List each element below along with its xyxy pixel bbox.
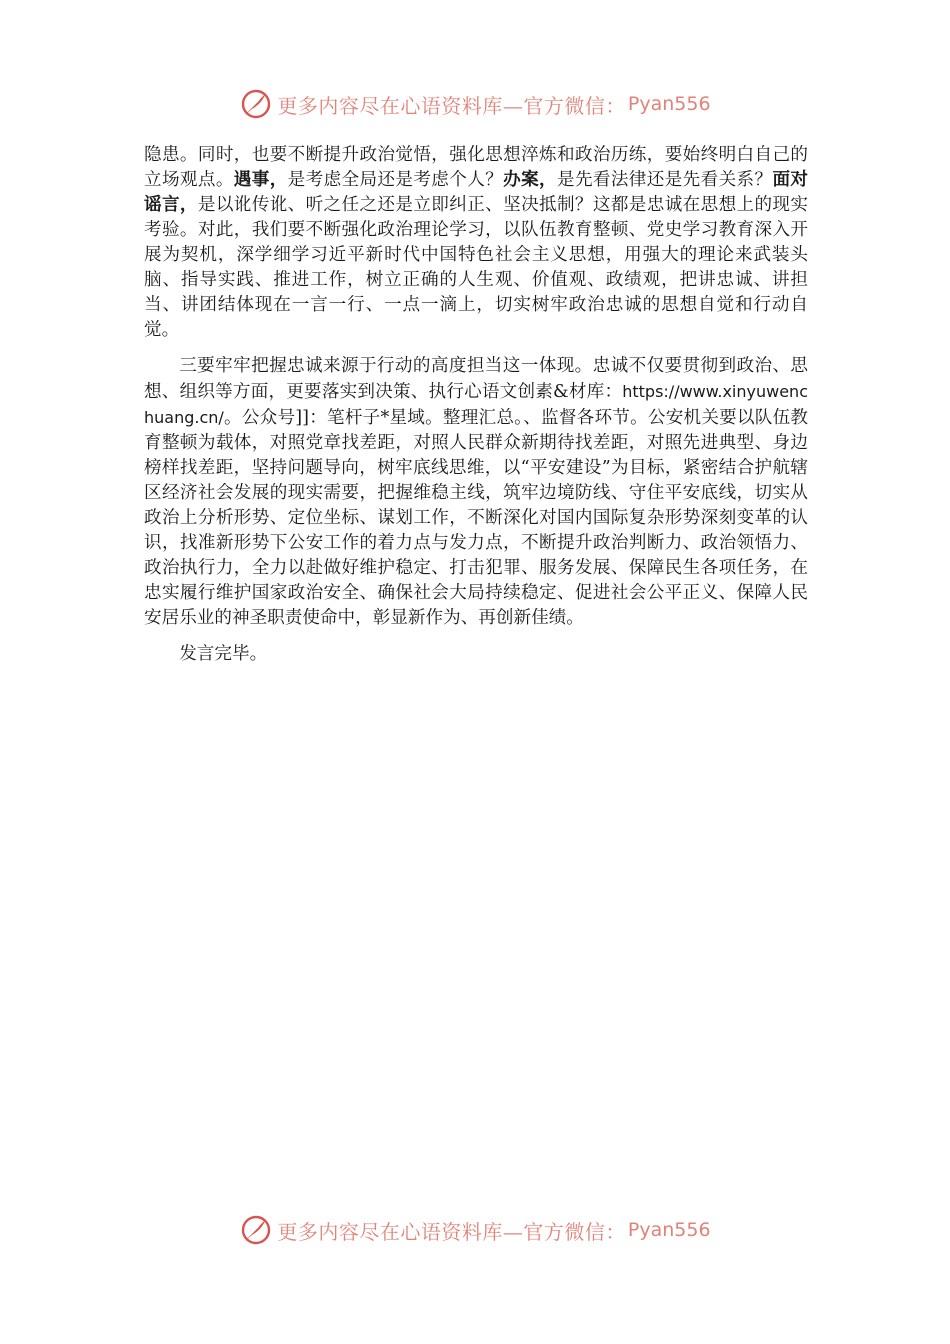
quill-logo-icon [239,87,273,121]
paragraph-2: 三要牢牢把握忠诚来源于行动的高度担当这一体现。忠诚不仅要贯彻到政治、思想、组织等方面，更要落实到决策、执行心语文创素&材库：https://www.xinyuwenchuang.cn/。公众号]]：笔杆子*星域。整理汇总。、监督各环节。公安机关要以队伍教育整顿为载体，对照党章找差距，对照人民群众新期待找差距，对照先进典型、身边榜样找差距，坚持问题导向，树牢底线思维，以“平安建设”为目标，紧密结合护航辖区经济社会发展的现实需要，把握维稳主线，筑牢边境防线、守住平安底线，切实从政治上分析形势、定位坐标、谋划工作，不断深化对国内国际复杂形势深刻变革的认识，找准新形势下公安工作的着力点与发力点，不断提升政治判断力、政治领悟力、政治执行力，全力以赴做好维护稳定、打击犯罪、服务发展、保障民生各项任务，在忠实履行维护国家政治安全、确保社会大局持续稳定、促进社会公平正义、保障人民安居乐业的神圣职责使命中，彰显新作为、再创新佳绩。 [144,356,808,628]
bold-term-rumor: 面对谣言， [144,170,808,215]
footer-wechat-handle: Pyan556 [627,1219,711,1241]
quill-logo-icon [239,1213,273,1247]
closing-paragraph: 发言完毕。 [179,644,268,664]
footer-text: 更多内容尽在心语资料库—官方微信： [277,1219,626,1244]
document-body [144,143,808,678]
header-banner [0,84,950,124]
footer-banner [0,1210,950,1250]
bold-term-encounter: 遇事， [233,170,288,190]
source-url: https://www.xinyuwenchuang.cn/ [144,382,808,427]
paragraph-1: 隐患。同时，也要不断提升政治觉悟，强化思想淬炼和政治历练，要始终明白自己的立场观点。遇事，是考虑全局还是考虑个人？办案，是先看法律还是先看关系？面对谣言，是以讹传讹、听之任之还是立即纠正、坚决抵制？这都是忠诚在思想上的现实考验。对此，我们要不断强化政治理论学习，以队伍教育整顿、党史学习教育深入开展为契机，深学细学习近平新时代中国特色社会主义思想，用强大的理论来武装头脑、指导实践、推进工作，树立正确的人生观、价值观、政绩观，把讲忠诚、讲担当、讲团结体现在一言一行、一点一滴上，切实树牢政治忠诚的思想自觉和行动自觉。 [144,145,808,340]
header-wechat-handle: Pyan556 [627,93,711,115]
bold-term-case: 办案， [503,170,557,190]
header-text: 更多内容尽在心语资料库—官方微信： [277,93,626,118]
